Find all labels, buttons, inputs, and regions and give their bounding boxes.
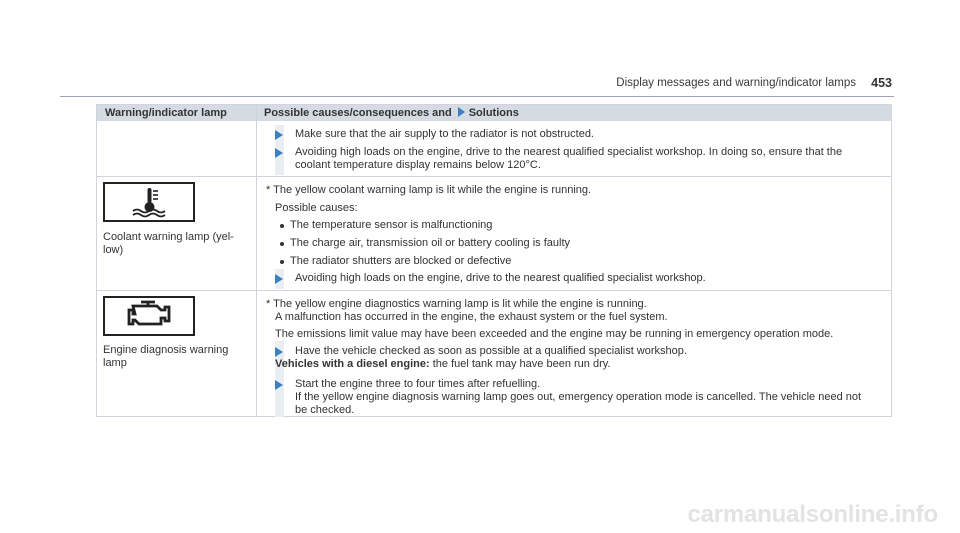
header-rule: [60, 96, 894, 97]
column-header-lamp: Warning/indicator lamp: [105, 107, 227, 119]
row-divider: [97, 290, 891, 291]
step-text: coolant temperature display remains below 120°C.: [295, 159, 541, 171]
diesel-label: Vehicles with a diesel engine:: [275, 358, 430, 370]
cause-item: The charge air, transmission oil or battery cooling is faulty: [290, 237, 571, 249]
column-divider: [256, 105, 257, 416]
lamp-label: Engine diagnosis warning: [103, 344, 229, 356]
step-text: Start the engine three to four times after refuelling.: [295, 378, 541, 390]
page-number: 453: [871, 76, 892, 90]
step-text: If the yellow engine diagnosis warning lamp goes out, emergency operation mode is cancelled. The vehicle need not: [295, 391, 862, 403]
lamp-label: low): [103, 244, 124, 256]
step-arrow-icon: [275, 347, 283, 357]
warning-lamp-table: [96, 104, 892, 417]
column-header-causes-label: Possible causes/consequences and: [264, 107, 452, 119]
step-text: Have the vehicle checked as soon as possible at a qualified specialist workshop.: [295, 345, 687, 357]
step-arrow-icon: [275, 274, 283, 284]
page-header: [0, 0, 960, 96]
step-arrow-icon: [275, 130, 283, 140]
column-header-causes: [264, 107, 519, 119]
lamp-intro: * The yellow coolant warning lamp is lit while the engine is running.: [266, 184, 592, 196]
coolant-temperature-icon: [103, 182, 195, 222]
step-arrow-icon: [275, 380, 283, 390]
step-text: Avoiding high loads on the engine, drive to the nearest qualified specialist workshop.: [295, 272, 706, 284]
step-text: Avoiding high loads on the engine, drive to the nearest qualified specialist workshop. In doing so, ensure that the: [295, 146, 843, 158]
bullet-icon: [280, 224, 284, 228]
column-header-solutions-label: Solutions: [468, 107, 519, 119]
step-text: be checked.: [295, 404, 355, 416]
lamp-intro: * The yellow engine diagnostics warning lamp is lit while the engine is running.: [266, 298, 647, 310]
table-header: [97, 105, 891, 121]
watermark: carmanualsonline.info: [687, 501, 938, 528]
cause-item: The radiator shutters are blocked or defective: [290, 255, 512, 267]
step-arrow-icon: [275, 148, 283, 158]
diesel-note: [275, 358, 610, 371]
section-title: Display messages and warning/indicator lamps: [616, 77, 856, 89]
step-text: Make sure that the air supply to the radiator is not obstructed.: [295, 128, 594, 140]
cause-item: The temperature sensor is malfunctioning: [290, 219, 493, 231]
diesel-text: the fuel tank may have been run dry.: [432, 358, 611, 370]
bullet-icon: [280, 242, 284, 246]
row-divider: [97, 176, 891, 177]
possible-causes-label: Possible causes:: [275, 202, 358, 214]
engine-diagnosis-icon: [103, 296, 195, 336]
bullet-icon: [280, 260, 284, 264]
lamp-label: Coolant warning lamp (yel-: [103, 231, 234, 243]
lamp-intro: A malfunction has occurred in the engine, the exhaust system or the fuel system.: [275, 311, 668, 323]
lamp-label: lamp: [103, 357, 127, 369]
arrow-right-icon: [458, 107, 465, 117]
emissions-note: The emissions limit value may have been exceeded and the engine may be running in emergency operation mode.: [275, 328, 834, 340]
